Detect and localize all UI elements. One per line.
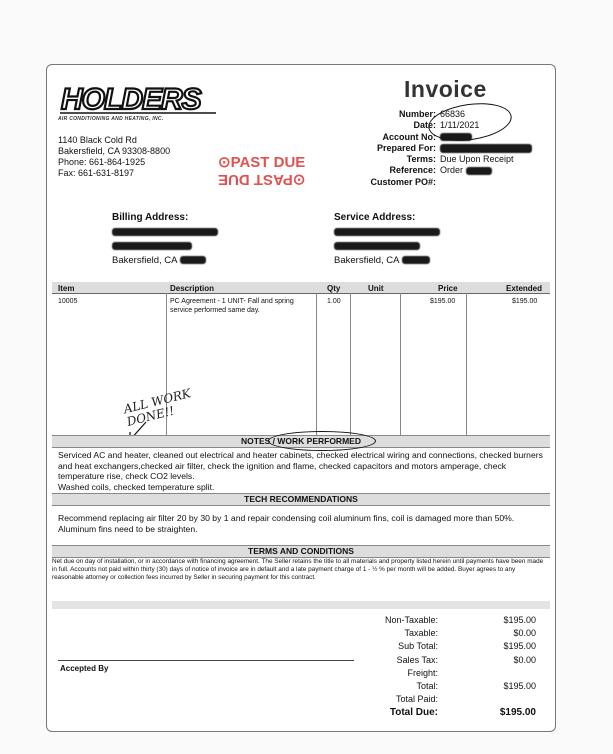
meta-label: Number:	[398, 109, 436, 119]
totals-block	[330, 614, 536, 720]
handwritten-circle-work	[268, 431, 376, 451]
total-row	[330, 654, 536, 667]
billing-city-line	[112, 255, 218, 267]
terms-header: TERMS AND CONDITIONS	[52, 545, 550, 558]
col-header-price: Price	[438, 284, 458, 293]
total-row	[330, 640, 536, 653]
notes-header: NOTES / WORK PERFORMED	[52, 435, 550, 448]
column-divider	[350, 293, 351, 435]
invoice-number: 66836	[440, 109, 466, 119]
redaction-mark	[334, 242, 420, 250]
redaction-mark	[334, 228, 440, 236]
address-line: Bakersfield, CA 93308-8800	[58, 146, 171, 156]
meta-row-prepared	[330, 143, 532, 154]
company-address	[58, 135, 170, 179]
redacted-line	[334, 241, 440, 253]
total-label: Non-Taxable:	[384, 615, 438, 625]
total-label: Freight:	[407, 667, 438, 678]
total-label: Total Paid:	[395, 694, 438, 705]
redaction-mark	[440, 144, 532, 153]
meta-label: Reference:	[389, 165, 436, 176]
col-header-description: Description	[170, 284, 215, 293]
terms-text: Net due on day of installation, or in accordance with financing agreement. The Seller retains the title to all materials and property listed herein until payments have been made in full. Accounts not paid within thirty (30) days of notice of invoice are in default and a late payment charge of 1 - ½ % per month will be added. Buyer agrees to any reasonable attorney or collection fees incurred by Seller in securing payment for this contract.	[52, 558, 544, 582]
service-address	[334, 212, 440, 267]
billing-city: Bakersfield, CA	[112, 255, 177, 266]
accepted-by-label: Accepted By	[60, 664, 109, 673]
address-line: Fax: 661-631-8197	[58, 168, 135, 178]
invoice-date: 1/11/2021	[440, 120, 480, 131]
address-line: Phone: 661-864-1925	[58, 157, 146, 167]
meta-label: Terms:	[406, 154, 436, 165]
column-divider	[466, 293, 467, 435]
redaction-mark	[180, 256, 206, 264]
redaction-mark	[112, 242, 192, 250]
handwritten-note: ALL WORK DONE!!	[122, 386, 193, 429]
col-header-item: Item	[58, 284, 75, 293]
redacted-line	[112, 241, 218, 253]
items-table-header	[52, 282, 550, 294]
total-label: Sales Tax:	[396, 654, 438, 665]
redaction-mark	[112, 228, 218, 236]
notes-text: Serviced AC and heater, cleaned out electrical and heater cabinets, checked electrical wiring and connections, checked burners and heat exchangers,checked air filter, check the ignition and flame, checked capacitors and motors amperage, check temperature rise, check CO2 levels. Washed coils, checked temperature split.	[58, 450, 543, 493]
row-qty: 1.00	[327, 298, 341, 305]
service-city-line	[334, 255, 440, 267]
billing-header: Billing Address:	[112, 212, 189, 223]
total-row	[330, 680, 536, 693]
total-row	[330, 693, 536, 706]
row-extended: $195.00	[512, 298, 538, 305]
total-value: $195.00	[503, 681, 536, 692]
tech-text: Recommend replacing air filter 20 by 30 by 1 and repair condensing coil aluminum fins, coil is damaged more than 50%. Aluminum fins need to be straighten.	[58, 513, 515, 534]
invoice-title: Invoice	[404, 76, 487, 102]
redaction-mark	[402, 256, 430, 264]
stamp-text: ⊙PAST DUE	[218, 154, 306, 171]
total-due-value: $195.00	[499, 707, 536, 719]
column-divider	[316, 293, 317, 435]
total-row	[330, 667, 536, 680]
service-header: Service Address:	[334, 212, 416, 223]
tech-header: TECH RECOMMENDATIONS	[52, 493, 550, 506]
spacer-bar	[52, 601, 550, 609]
redacted-line	[112, 227, 218, 239]
meta-row-reference	[330, 165, 532, 176]
total-value: $195.00	[503, 615, 536, 625]
row-description: PC Agreement - 1 UNIT- Fall and spring service performed same day.	[170, 298, 294, 314]
svg-text:HOLDERS: HOLDERS	[61, 83, 201, 116]
meta-row-po	[330, 177, 532, 188]
service-city: Bakersfield, CA	[334, 255, 399, 266]
total-value: $0.00	[513, 628, 536, 639]
stamp-text-mirrored: ⊙PAST DUE	[218, 171, 306, 188]
total-due-row	[330, 706, 536, 719]
col-header-extended: Extended	[506, 284, 543, 293]
total-row	[330, 614, 536, 627]
total-due-label: Total Due:	[389, 707, 438, 719]
past-due-stamp	[218, 155, 305, 187]
holders-logo	[58, 82, 218, 116]
total-row	[330, 627, 536, 640]
total-label: Taxable:	[404, 628, 438, 639]
col-header-unit: Unit	[368, 284, 384, 293]
terms-value: Due Upon Receipt	[440, 154, 514, 165]
meta-label: Date:	[413, 120, 436, 131]
logo-subtext: AIR CONDITIONING AND HEATING, INC.	[58, 116, 164, 122]
signature-line	[58, 660, 354, 661]
meta-label: Customer PO#:	[370, 176, 436, 187]
col-header-qty: Qty	[327, 284, 341, 293]
total-value	[452, 693, 536, 706]
total-value	[452, 667, 536, 680]
meta-label: Account No:	[382, 131, 436, 142]
row-price: $195.00	[430, 298, 456, 305]
address-line: 1140 Black Cold Rd	[58, 135, 137, 145]
total-label: Total:	[416, 681, 438, 692]
meta-label: Prepared For:	[376, 142, 436, 153]
redacted-line	[334, 227, 440, 239]
redaction-mark	[466, 167, 492, 175]
billing-address	[112, 212, 218, 267]
meta-row-terms	[330, 154, 532, 165]
reference-value: Order	[440, 165, 464, 176]
total-value: $0.00	[513, 654, 536, 665]
row-item: 10005	[58, 298, 78, 305]
total-label: Sub Total:	[398, 641, 438, 652]
total-value: $195.00	[503, 641, 536, 652]
column-divider	[400, 293, 401, 435]
